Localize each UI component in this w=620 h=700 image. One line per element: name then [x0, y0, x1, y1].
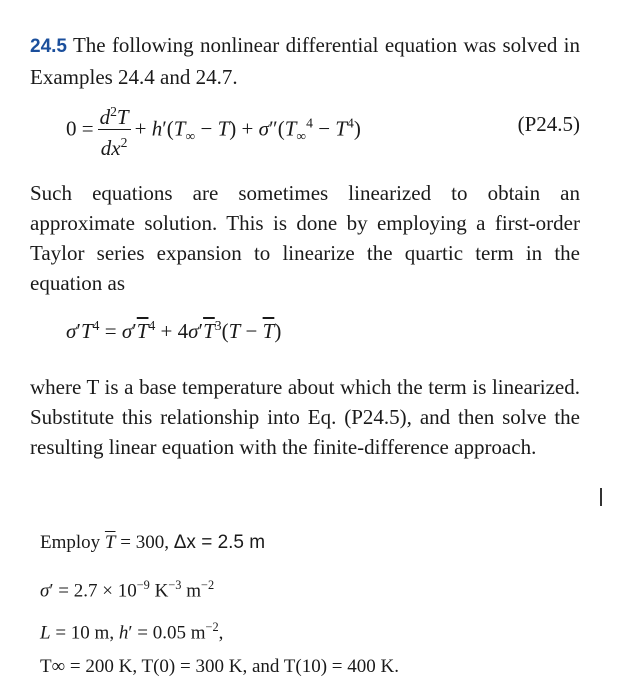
linearization-paragraph: Such equations are sometimes linearized to obtain an approximate solution. This is done by employing a first-order Taylor series expansion to linearize the quartic term in the equation as — [30, 181, 580, 295]
tbar-value: = 300, — [120, 532, 169, 553]
equation-label: (P24.5) — [517, 112, 580, 136]
problem-intro — [30, 30, 580, 92]
linearization-equation: $\sigma'T^4 = \sigma'\overline{T}^4 + 4\sigma'\overline{T}^3(T - \overline{T})$ — [66, 318, 282, 343]
hprime-value: = 0.05 m — [137, 622, 206, 644]
text-cursor — [600, 488, 602, 506]
given-boundary-line: T∞ = 200 K, T(0) = 300 K, and T(10) = 400 K. — [40, 656, 399, 677]
sigma-value: = 2.7 × 10 — [58, 580, 137, 602]
nonlinear-equation: 0 = $\frac{d^2T}{dx^2}$ + $h'(T_\infty - T) + \sigma''(T_\infty^4 - T^4)$ — [66, 100, 361, 161]
substitution-paragraph: where T is a base temperature about which the term is linearized. Substitute this relationship into Eq. (P24.5), and then solve the resulting linear equation with the finite-difference approach. — [30, 375, 580, 459]
given-employ-line: Employ $\overline{T} = 300$, Δx = 2.5 m — [40, 532, 266, 553]
dx-value: Δx = 2.5 m — [173, 532, 266, 553]
length-value: = 10 m, — [55, 622, 115, 644]
intro-text: The following nonlinear differential equation was solved in Examples 24.4 and 24.7. — [30, 33, 580, 89]
problem-number: 24.5 — [30, 36, 67, 57]
employ-text: Employ — [40, 532, 101, 553]
given-length-line: L = 10 m, h′ = 0.05 $m^{-2}$, — [40, 620, 224, 644]
given-sigma-line: $\sigma' = 2.7 \times 10^{-9}$ $K^{-3}$ $m^{-2}$ — [40, 578, 215, 602]
